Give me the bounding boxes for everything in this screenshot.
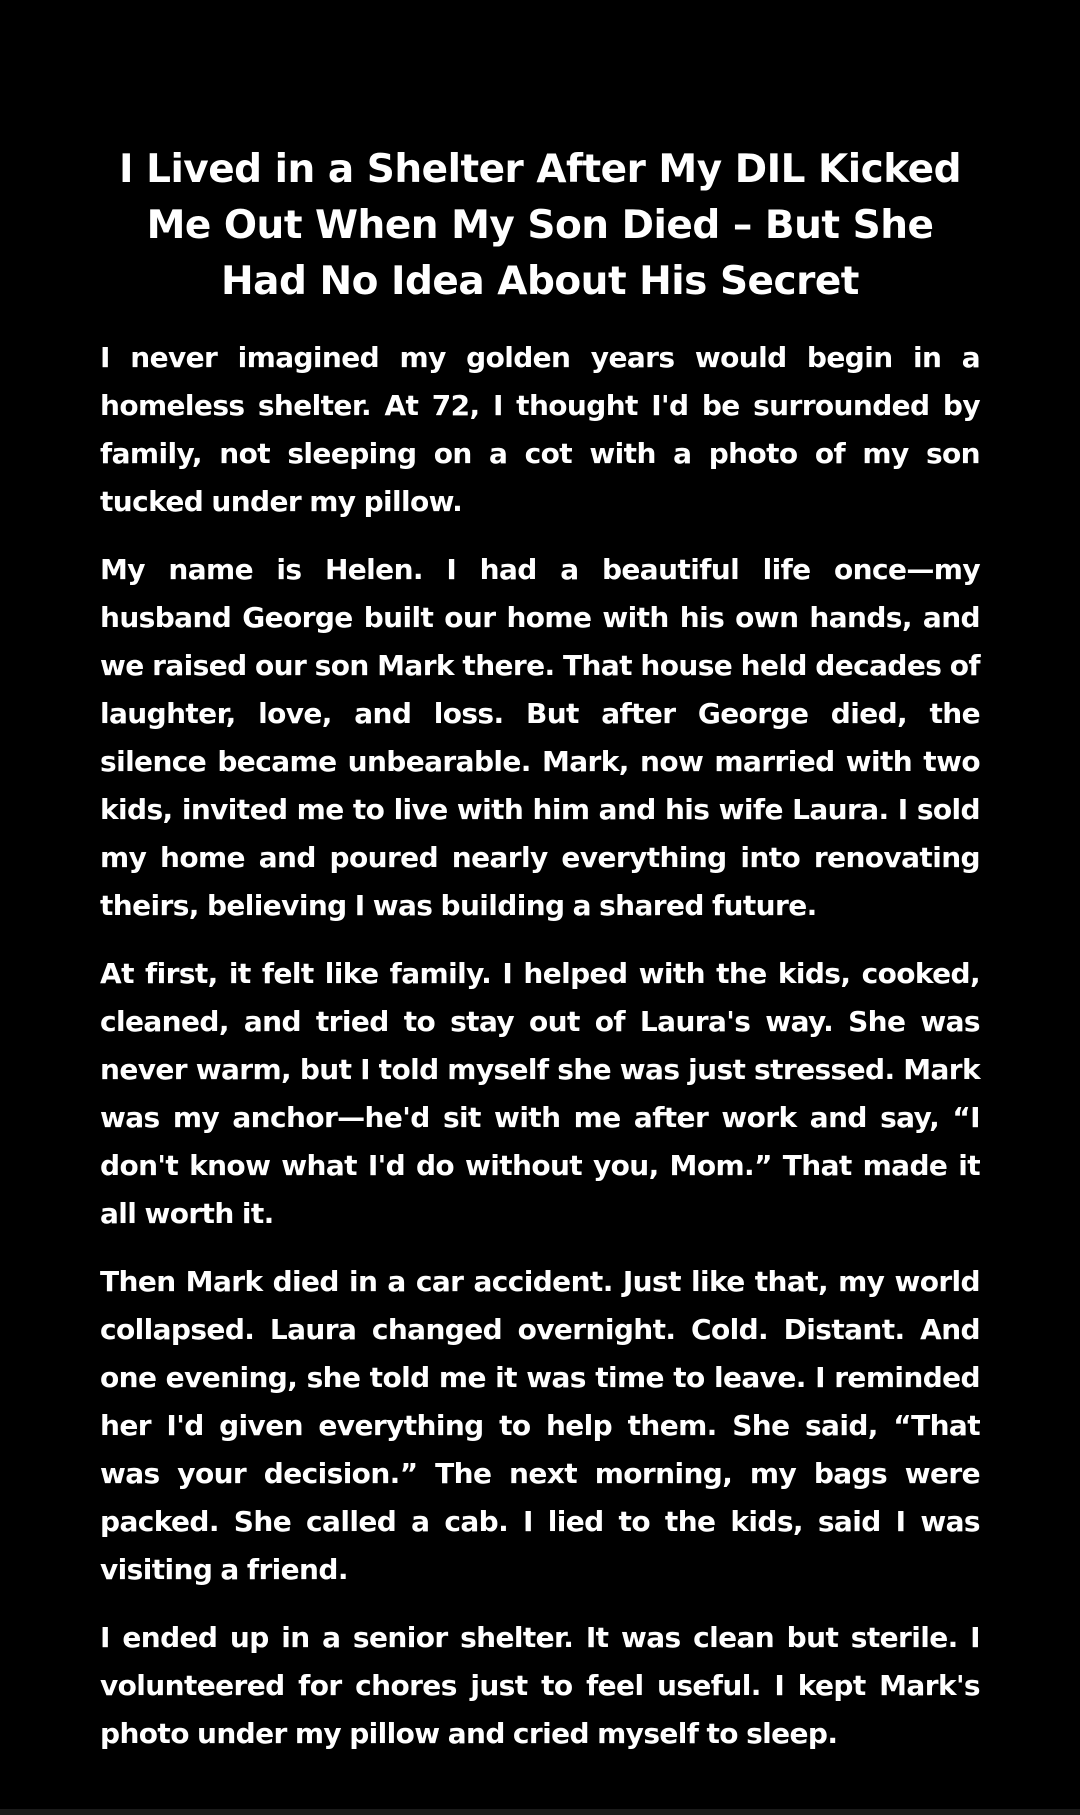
paragraph-3: At first, it felt like family. I helped with the kids, cooked, cleaned, and tried to stay out of Laura's way. She was never warm, but I told myself she was just stressed. Mark was my anchor—he'd sit with me after work and say, “I don't know what I'd do without you, Mom.” That made it all worth it.: [100, 957, 980, 1230]
paragraph-5: I ended up in a senior shelter. It was clean but sterile. I volunteered for chores just to feel useful. I kept Mark's photo under my pillow and cried myself to sleep.: [100, 1621, 980, 1750]
paragraph-1: I never imagined my golden years would begin in a homeless shelter. At 72, I thought I'd be surrounded by family, not sleeping on a cot with a photo of my son tucked under my pillow.: [100, 341, 980, 518]
bottom-edge-divider: [0, 1809, 1080, 1815]
paragraph-4: Then Mark died in a car accident. Just like that, my world collapsed. Laura changed overnight. Cold. Distant. And one evening, she told me it was time to leave. I reminded her I'd given everything to help them. She said, “That was your decision.” The next morning, my bags were packed. She called a cab. I lied to the kids, said I was visiting a friend.: [100, 1265, 980, 1586]
article: [100, 142, 980, 1778]
paragraph-2: My name is Helen. I had a beautiful life once—my husband George built our home with his own hands, and we raised our son Mark there. That house held decades of laughter, love, and loss. But after George died, the silence became unbearable. Mark, now married with two kids, invited me to live with him and his wife Laura. I sold my home and poured nearly everything into renovating theirs, believing I was building a shared future.: [100, 553, 980, 922]
article-title: I Lived in a Shelter After My DIL Kicked Me Out When My Son Died – But She Had No Idea About His Secret: [119, 147, 961, 304]
